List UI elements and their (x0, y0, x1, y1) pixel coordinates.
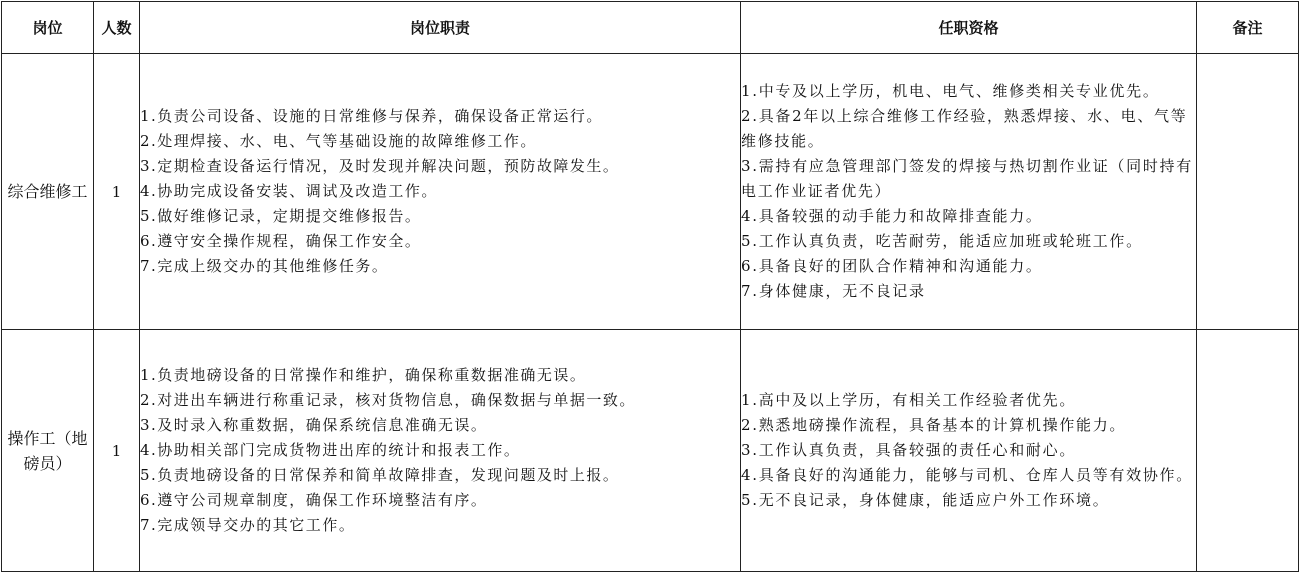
position-cell: 操作工（地磅员） (2, 330, 94, 572)
qualification-item: 4.具备较强的动手能力和故障排查能力。 (741, 207, 1043, 225)
qualification-item: 5.工作认真负责，吃苦耐劳，能适应加班或轮班工作。 (741, 232, 1143, 250)
duties-cell (140, 330, 741, 572)
job-listing-table (1, 1, 1299, 572)
duty-item: 2.对进出车辆进行称重记录，核对货物信息，确保数据与单据一致。 (140, 391, 636, 409)
qualification-item: 1.高中及以上学历，有相关工作经验者优先。 (741, 391, 1077, 409)
duty-item: 5.负责地磅设备的日常保养和简单故障排查，发现问题及时上报。 (140, 466, 620, 484)
qualification-item: 2.具备2年以上综合维修工作经验，熟悉焊接、水、电、气等维修技能。 (741, 107, 1188, 150)
qualification-item: 1.中专及以上学历，机电、电气、维修类相关专业优先。 (741, 82, 1160, 100)
qualification-item: 6.具备良好的团队合作精神和沟通能力。 (741, 257, 1043, 275)
duty-item: 6.遵守公司规章制度，确保工作环境整洁有序。 (140, 491, 488, 509)
header-row (2, 2, 1299, 54)
duty-item: 3.定期检查设备运行情况，及时发现并解决问题，预防故障发生。 (140, 157, 620, 175)
duty-item: 1.负责公司设备、设施的日常维修与保养，确保设备正常运行。 (140, 107, 603, 125)
duty-item: 2.处理焊接、水、电、气等基础设施的故障维修工作。 (140, 132, 537, 150)
duty-item: 7.完成上级交办的其他维修任务。 (140, 257, 389, 275)
qualification-item: 2.熟悉地磅操作流程，具备基本的计算机操作能力。 (741, 416, 1127, 434)
header-count: 人数 (94, 2, 140, 54)
duty-item: 7.完成领导交办的其它工作。 (140, 516, 356, 534)
remarks-cell (1197, 54, 1299, 330)
qualifications-cell (741, 330, 1197, 572)
duty-item: 4.协助相关部门完成货物进出库的统计和报表工作。 (140, 441, 521, 459)
qualification-item: 7.身体健康，无不良记录 (741, 282, 926, 300)
qualification-item: 3.需持有应急管理部门签发的焊接与热切割作业证（同时持有电工作业证者优先） (741, 157, 1193, 200)
remarks-cell (1197, 330, 1299, 572)
header-position: 岗位 (2, 2, 94, 54)
qualifications-cell (741, 54, 1197, 330)
table-row (2, 54, 1299, 330)
duty-item: 1.负责地磅设备的日常操作和维护，确保称重数据准确无误。 (140, 366, 587, 384)
duty-item: 5.做好维修记录，定期提交维修报告。 (140, 207, 422, 225)
qualification-item: 4.具备良好的沟通能力，能够与司机、仓库人员等有效协作。 (741, 466, 1193, 484)
qualification-item: 5.无不良记录，身体健康，能适应户外工作环境。 (741, 491, 1110, 509)
duty-item: 6.遵守安全操作规程，确保工作安全。 (140, 232, 422, 250)
count-cell: 1 (94, 330, 140, 572)
header-duties: 岗位职责 (140, 2, 741, 54)
duties-cell (140, 54, 741, 330)
table-row (2, 330, 1299, 572)
duty-item: 4.协助完成设备安装、调试及改造工作。 (140, 182, 438, 200)
count-cell: 1 (94, 54, 140, 330)
header-remarks: 备注 (1197, 2, 1299, 54)
header-qualifications: 任职资格 (741, 2, 1197, 54)
duty-item: 3.及时录入称重数据，确保系统信息准确无误。 (140, 416, 488, 434)
qualification-item: 3.工作认真负责，具备较强的责任心和耐心。 (741, 441, 1077, 459)
position-cell: 综合维修工 (2, 54, 94, 330)
